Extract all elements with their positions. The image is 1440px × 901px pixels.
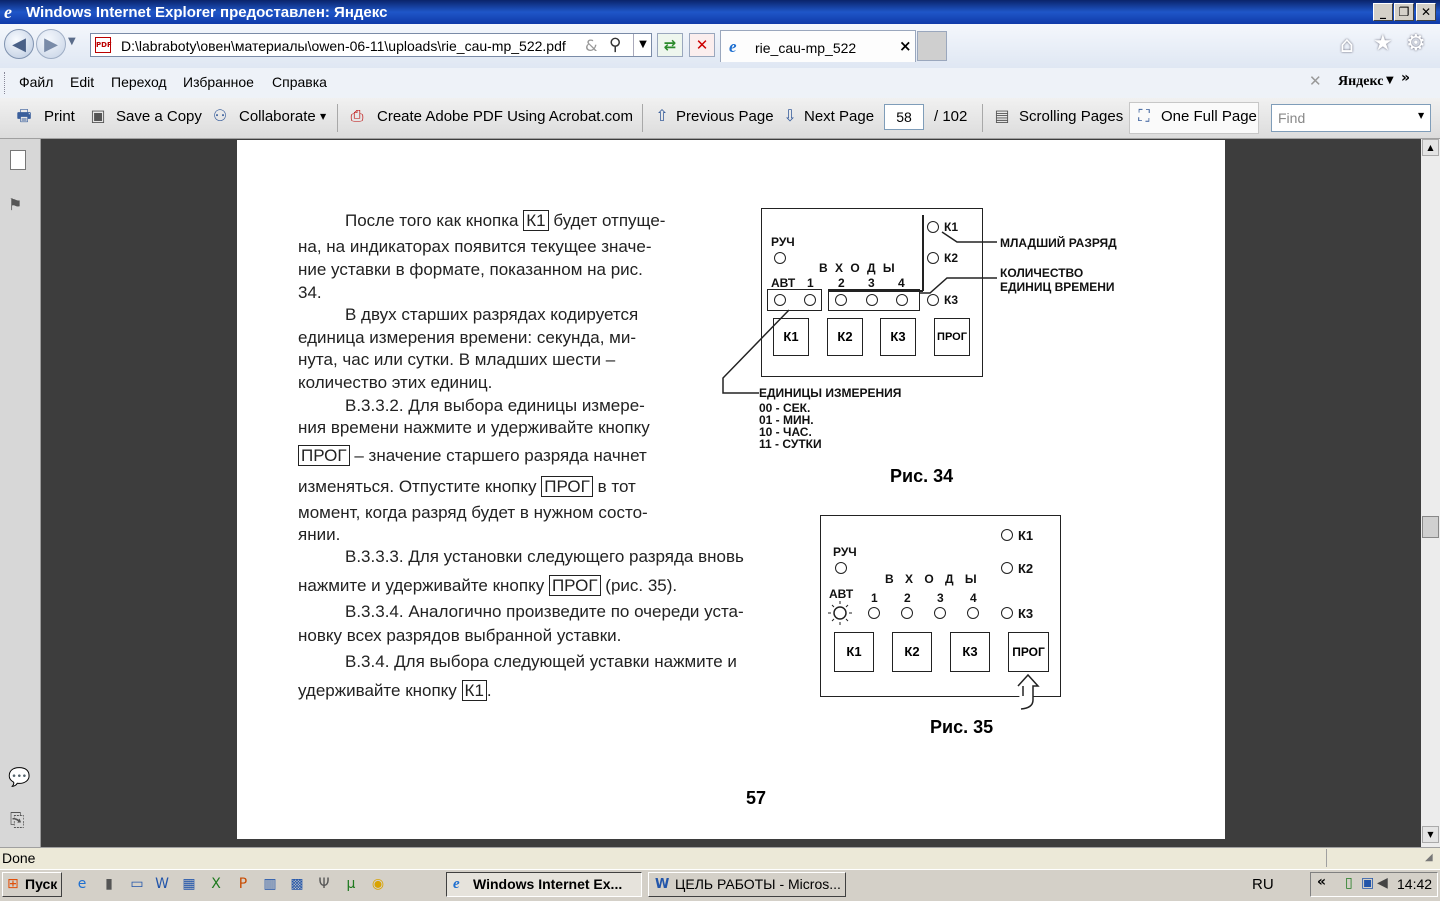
powerpoint-quicklaunch-icon[interactable]: P — [238, 876, 248, 892]
fig34-ruch-label: РУЧ — [771, 235, 795, 249]
fig35-k3-button: К3 — [950, 632, 990, 672]
pages-panel-icon[interactable] — [10, 150, 26, 170]
fig35-led — [1001, 607, 1013, 619]
collaborate-icon[interactable]: ⚇ — [212, 106, 228, 125]
back-button[interactable]: ◀ — [4, 29, 34, 59]
fig34-inputs-label: В Х О Д Ы — [819, 261, 897, 275]
toolbar-separator — [337, 104, 338, 132]
find-placeholder: Find — [1278, 110, 1306, 126]
fig34-k1-button: К1 — [773, 318, 809, 356]
menu-edit[interactable]: Edit — [70, 74, 95, 90]
fig35-ruch-label: РУЧ — [833, 545, 857, 559]
fig34-avt-label: АВТ — [771, 276, 796, 290]
new-tab-button[interactable] — [917, 31, 947, 61]
taskbar-item-label: ЦЕЛЬ РАБОТЫ - Micros... — [675, 876, 841, 892]
fig34-callout-lsd: МЛАДШИЙ РАЗРЯД — [1000, 236, 1117, 250]
fig35-avt-label: АВТ — [829, 587, 854, 601]
arrow-up-icon[interactable]: ⇧ — [655, 106, 669, 125]
acrobat-icon[interactable]: ⎙ — [350, 106, 364, 125]
utorrent-quicklaunch-icon[interactable]: µ — [346, 876, 356, 892]
comments-icon[interactable]: 💬 — [8, 767, 31, 788]
doc-line: удерживайте кнопку К1 . — [298, 681, 492, 700]
doc-line: нута, час или сутки. В младших шести – — [298, 350, 616, 369]
fig34-unit: 01 - МИН. — [759, 413, 814, 427]
stop-icon[interactable]: ✕ — [689, 33, 715, 57]
battery-icon[interactable]: ▯ — [1345, 875, 1353, 891]
k1-button-ref: К1 — [462, 680, 487, 701]
fig35-inputs-label: В Х О Д Ы — [885, 572, 981, 586]
yandex-label[interactable]: Яндекс — [1338, 74, 1384, 89]
excel-quicklaunch-icon[interactable]: X — [211, 876, 221, 892]
toolbar-separator — [642, 104, 643, 132]
history-dropdown-icon[interactable]: ▼ — [68, 36, 76, 47]
forward-button[interactable]: ▶ — [36, 29, 66, 59]
fig35-num: 3 — [937, 591, 944, 605]
scrolling-pages-button[interactable]: Scrolling Pages — [1019, 108, 1124, 125]
search-icon[interactable]: ⚲ — [609, 35, 622, 55]
total-pages: / 102 — [934, 108, 968, 125]
ie-quicklaunch-icon[interactable]: e — [77, 876, 87, 892]
doc-line: После того как кнопка К1 будет отпуще- — [345, 211, 666, 230]
doc-line: В.3.4. Для выбора следующей уставки нажмите и — [345, 652, 737, 671]
start-button[interactable] — [2, 872, 62, 897]
fig34-unit: 00 - СЕК. — [759, 401, 811, 415]
fig34-unit: 11 - СУТКИ — [759, 437, 822, 451]
navigation-panel — [0, 139, 41, 847]
fig35-blinking-led-icon — [827, 600, 853, 626]
quicklaunch-icon[interactable]: ▮ — [105, 876, 113, 892]
fig35-prog-button: ПРОГ — [1008, 632, 1049, 672]
page-number-input[interactable]: 58 — [884, 104, 924, 130]
fig34-num: 3 — [868, 276, 875, 290]
doc-line: нажмите и удерживайте кнопку ПРОГ (рис. 35). — [298, 576, 678, 595]
ie-logo-icon: e — [4, 2, 12, 22]
clock[interactable]: 14:42 — [1397, 876, 1433, 892]
fig34-num: 1 — [807, 276, 814, 290]
network-icon[interactable]: ▣ — [1361, 875, 1375, 891]
address-input[interactable]: D:\labraboty\овен\материалы\owen-06-11\uploads\rie_cau-mp_522.pdf — [121, 38, 566, 54]
bookmarks-panel-icon[interactable]: ⚑ — [8, 195, 23, 214]
fig35-k2-label: К2 — [1018, 561, 1034, 576]
fig34-callout-count: КОЛИЧЕСТВО — [1000, 266, 1084, 280]
menu-favorites[interactable]: Избранное — [183, 74, 254, 90]
pdf-page — [237, 140, 1225, 839]
taskbar-item-label: Windows Internet Ex... — [473, 876, 623, 892]
find-dropdown-icon[interactable]: ▼ — [1418, 111, 1425, 120]
fig34-k1-label: К1 — [944, 220, 958, 234]
doc-line: 34. — [298, 283, 322, 302]
fig34-caption: Рис. 34 — [890, 466, 954, 486]
collaborate-button[interactable]: Collaborate — [239, 108, 316, 125]
toolbar-separator — [982, 104, 983, 132]
fig35-num: 2 — [904, 591, 911, 605]
menu-grip — [4, 72, 8, 94]
k1-button-ref: К1 — [523, 210, 548, 231]
address-bar[interactable] — [90, 33, 652, 57]
fig34-callout-lines — [717, 220, 1017, 400]
previous-page-button[interactable]: Previous Page — [676, 108, 774, 125]
fig34-k2-button: К2 — [827, 318, 863, 356]
fig34-num: 4 — [898, 276, 905, 290]
fig35-led — [835, 562, 847, 574]
doc-line: новку всех разрядов выбранной уставки. — [298, 626, 622, 645]
status-text: Done — [2, 850, 36, 866]
fig35-caption: Рис. 35 — [930, 717, 994, 737]
tray-expand-icon[interactable]: « — [1317, 874, 1327, 890]
taskbar-item-ie[interactable] — [446, 872, 642, 897]
collaborate-dropdown-icon[interactable]: ▼ — [320, 112, 327, 121]
fig35-k1-button: К1 — [834, 632, 874, 672]
doc-line: момент, когда разряд будет в нужном состо- — [298, 503, 648, 522]
create-pdf-button[interactable]: Create Adobe PDF Using Acrobat.com — [377, 108, 633, 125]
vertical-scrollbar[interactable] — [1421, 139, 1440, 847]
yandex-dropdown-icon[interactable]: ▼ — [1386, 75, 1394, 86]
prog-button-ref: ПРОГ — [541, 476, 593, 497]
more-chevron-icon[interactable]: » — [1401, 70, 1411, 86]
title-bar — [0, 0, 1440, 24]
prog-button-ref: ПРОГ — [549, 575, 601, 596]
tools-gear-icon[interactable]: ⚙ — [1406, 31, 1426, 56]
doc-line: В двух старших разрядах кодируется — [345, 305, 639, 324]
minimize-button[interactable]: _ — [1373, 3, 1393, 21]
next-page-button[interactable]: Next Page — [804, 108, 875, 125]
system-tray — [1310, 872, 1438, 897]
ie-task-icon: e — [453, 876, 460, 892]
fig34-num: 2 — [838, 276, 845, 290]
close-button[interactable]: ✕ — [1416, 3, 1436, 21]
scroll-down-icon[interactable]: ▼ — [1422, 826, 1439, 843]
doc-line: ния времени нажмите и удерживайте кнопку — [298, 418, 650, 437]
fig35-k2-button: К2 — [892, 632, 932, 672]
scrolling-pages-icon[interactable]: ▤ — [994, 106, 1010, 125]
quicklaunch-icon[interactable]: ▭ — [130, 876, 144, 892]
yandex-close-icon[interactable]: ✕ — [1309, 72, 1322, 90]
status-divider — [1326, 849, 1327, 867]
ie-tab-icon: e — [729, 37, 737, 56]
status-bar — [0, 847, 1440, 870]
doc-line: изменяться. Отпустите кнопку ПРОГ в тот — [298, 477, 636, 496]
fig34-k3-label: К3 — [944, 293, 958, 307]
compat-view-icon[interactable]: & — [585, 36, 598, 55]
doc-line: В.3.3.2. Для выбора единицы измере- — [345, 396, 645, 415]
doc-line: на, на индикаторах появится текущее значе- — [298, 237, 652, 256]
fig35-led — [967, 607, 979, 619]
fig34-units-title: ЕДИНИЦЫ ИЗМЕРЕНИЯ — [759, 386, 902, 400]
home-icon[interactable]: ⌂ — [1340, 33, 1354, 58]
prog-button-ref: ПРОГ — [298, 445, 350, 466]
page-number: 57 — [746, 788, 767, 808]
windows-logo-icon: ⊞ — [7, 876, 19, 892]
quicklaunch-icon[interactable]: Ψ — [318, 876, 330, 892]
quicklaunch-icon[interactable]: ▩ — [290, 876, 304, 892]
fig35-led — [868, 607, 880, 619]
fig35-k1-label: К1 — [1018, 528, 1034, 543]
word-task-icon: W — [655, 877, 670, 892]
doc-line: ние уставки в формате, показанном на рис. — [298, 260, 643, 279]
pdf-file-icon: PDF — [95, 37, 111, 53]
tab-title: rie_cau-mp_522 — [755, 40, 857, 56]
doc-line: единица измерения времени: секунда, ми- — [298, 328, 636, 347]
save-icon[interactable]: ▣ — [90, 106, 106, 125]
doc-line: В.3.3.3. Для установки следующего разряда вновь — [345, 547, 744, 566]
fig35-led — [934, 607, 946, 619]
maximize-button[interactable]: ❐ — [1394, 3, 1414, 21]
fig35-num: 4 — [970, 591, 977, 605]
quicklaunch-icon[interactable]: ▥ — [263, 876, 277, 892]
menu-go[interactable]: Переход — [111, 74, 167, 90]
fig34-k3-button: К3 — [880, 318, 916, 356]
one-full-page-button[interactable]: One Full Page — [1161, 108, 1257, 125]
fig35-led — [1001, 562, 1013, 574]
word-quicklaunch-icon[interactable]: W — [155, 876, 169, 892]
one-full-page-icon[interactable]: ⛶ — [1138, 106, 1150, 125]
doc-line: количество этих единиц. — [298, 373, 493, 392]
print-button[interactable]: Print — [44, 108, 75, 125]
doc-line: ПРОГ – значение старшего разряда начнет — [298, 445, 647, 467]
start-label: Пуск — [25, 876, 58, 892]
attachments-icon[interactable]: ⎘ — [10, 810, 25, 831]
doc-line: В.3.3.4. Аналогично произведите по очереди уста- — [345, 602, 744, 621]
scroll-up-icon[interactable]: ▲ — [1422, 139, 1439, 156]
fig35-num: 1 — [871, 591, 878, 605]
fig35-press-arrow-icon — [1015, 672, 1045, 712]
quicklaunch-icon[interactable]: ▦ — [182, 876, 196, 892]
favorites-star-icon[interactable]: ★ — [1373, 31, 1393, 56]
resize-grip-icon[interactable]: ◢ — [1425, 852, 1433, 863]
fig35-led — [1001, 529, 1013, 541]
refresh-icon[interactable]: ⇄ — [657, 33, 683, 57]
language-indicator[interactable]: RU — [1252, 876, 1274, 893]
taskbar-item-word[interactable] — [648, 872, 846, 897]
menu-file[interactable]: Файл — [19, 74, 54, 90]
address-dropdown-icon[interactable]: ▼ — [633, 34, 652, 56]
fig34-prog-button: ПРОГ — [934, 318, 970, 356]
doc-line: янии. — [298, 525, 341, 544]
window-title: Windows Internet Explorer предоставлен: Яндекс — [26, 4, 388, 21]
fig35-led — [901, 607, 913, 619]
print-icon[interactable]: 🖶 — [16, 106, 32, 125]
chrome-quicklaunch-icon[interactable]: ◉ — [371, 876, 385, 892]
fig34-callout-count: ЕДИНИЦ ВРЕМЕНИ — [1000, 280, 1115, 294]
browser-tab[interactable] — [720, 30, 916, 62]
tab-close-icon[interactable]: × — [899, 37, 912, 55]
arrow-down-icon[interactable]: ⇩ — [783, 106, 797, 125]
fig34-k2-label: К2 — [944, 251, 958, 265]
volume-icon[interactable]: ◀ — [1377, 875, 1388, 891]
fig35-k3-label: К3 — [1018, 606, 1034, 621]
menu-help[interactable]: Справка — [272, 74, 327, 90]
find-input[interactable] — [1271, 104, 1431, 132]
fig34-unit: 10 - ЧАС. — [759, 425, 812, 439]
save-copy-button[interactable]: Save a Copy — [116, 108, 202, 125]
scroll-thumb[interactable] — [1422, 516, 1439, 538]
